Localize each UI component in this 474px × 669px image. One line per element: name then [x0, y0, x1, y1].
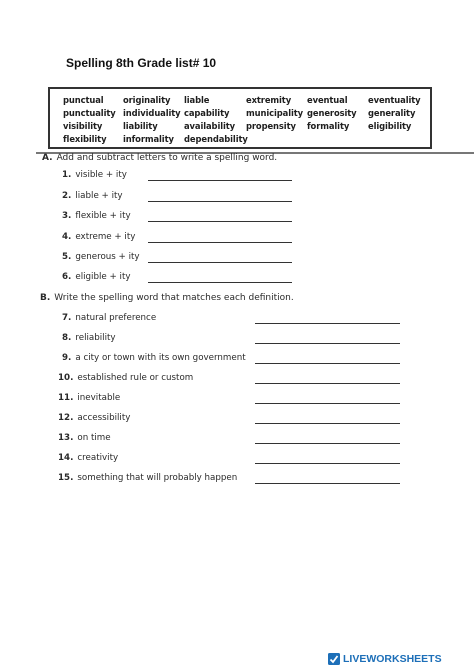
word-bank-item: punctuality	[63, 108, 116, 118]
word-bank-item: generosity	[307, 108, 357, 118]
exercise-label	[58, 473, 237, 483]
answer-field-13[interactable]	[255, 443, 400, 444]
page-title: Spelling 8th Grade list# 10	[66, 56, 217, 70]
exercise-number: 15.	[58, 473, 74, 483]
section-b-text: Write the spelling word that matches each definition.	[54, 293, 294, 303]
word-bank-item: propensity	[246, 121, 296, 131]
exercise-label	[62, 170, 127, 180]
word-bank-item: capability	[184, 108, 230, 118]
exercise-text: reliability	[75, 333, 116, 343]
exercise-text: flexible + ity	[75, 211, 131, 221]
word-bank-item: eventual	[307, 95, 348, 105]
exercise-number: 4.	[62, 232, 72, 242]
exercise-text: on time	[77, 433, 111, 443]
exercise-number: 12.	[58, 413, 74, 423]
exercise-text: liable + ity	[75, 191, 123, 201]
word-bank-item: extremity	[246, 95, 292, 105]
exercise-text: something that will probably happen	[77, 473, 238, 483]
answer-field-6[interactable]	[148, 282, 292, 283]
exercise-label	[62, 313, 156, 323]
answer-field-4[interactable]	[148, 242, 292, 243]
exercise-number: 13.	[58, 433, 74, 443]
exercise-label	[62, 333, 116, 343]
exercise-number: 8.	[62, 333, 72, 343]
word-bank-item: informality	[123, 134, 174, 144]
liveworksheets-logo-icon	[328, 653, 340, 665]
exercise-label	[62, 232, 135, 242]
section-a-text: Add and subtract letters to write a spelling word.	[56, 153, 278, 163]
word-bank-item: eventuality	[368, 95, 421, 105]
section-a-instruction	[42, 153, 277, 163]
answer-field-10[interactable]	[255, 383, 400, 384]
brand	[328, 652, 442, 666]
section-b-instruction	[40, 293, 294, 303]
answer-field-2[interactable]	[148, 201, 292, 202]
exercise-label	[62, 191, 123, 201]
exercise-label	[58, 373, 193, 383]
exercise-text: eligible + ity	[75, 272, 131, 282]
exercise-text: visible + ity	[75, 170, 127, 180]
exercise-text: natural preference	[75, 313, 157, 323]
exercise-number: 6.	[62, 272, 72, 282]
word-bank-item: visibility	[63, 121, 103, 131]
exercise-text: extreme + ity	[75, 232, 136, 242]
exercise-text: inevitable	[77, 393, 121, 403]
exercise-label	[62, 272, 131, 282]
exercise-label	[62, 211, 131, 221]
word-bank-item: liable	[184, 95, 210, 105]
word-bank-item: eligibility	[368, 121, 412, 131]
word-bank-item: generality	[368, 108, 416, 118]
word-bank-item: originality	[123, 95, 171, 105]
exercise-number: 5.	[62, 252, 72, 262]
exercise-text: accessibility	[77, 413, 131, 423]
word-bank-item: availability	[184, 121, 236, 131]
exercise-text: generous + ity	[75, 252, 140, 262]
word-bank-item: municipality	[246, 108, 304, 118]
answer-field-7[interactable]	[255, 323, 400, 324]
exercise-label	[58, 413, 130, 423]
answer-field-14[interactable]	[255, 463, 400, 464]
section-a-letter: A.	[42, 153, 53, 163]
exercise-label	[62, 353, 246, 363]
answer-field-11[interactable]	[255, 403, 400, 404]
word-bank-item: flexibility	[63, 134, 107, 144]
brand-name: LIVEWORKSHEETS	[343, 653, 442, 665]
exercise-number: 14.	[58, 453, 74, 463]
exercise-number: 10.	[58, 373, 74, 383]
section-b-letter: B.	[40, 293, 51, 303]
answer-field-3[interactable]	[148, 221, 292, 222]
word-bank	[48, 87, 432, 149]
word-bank-item: liability	[123, 121, 158, 131]
exercise-number: 7.	[62, 313, 72, 323]
exercise-label	[58, 433, 111, 443]
word-bank-item: dependability	[184, 134, 248, 144]
exercise-text: a city or town with its own government	[75, 353, 246, 363]
answer-field-9[interactable]	[255, 363, 400, 364]
exercise-number: 9.	[62, 353, 72, 363]
answer-field-15[interactable]	[255, 483, 400, 484]
exercise-label	[58, 453, 118, 463]
word-bank-item: punctual	[63, 95, 104, 105]
exercise-text: creativity	[77, 453, 119, 463]
word-bank-item: individuality	[123, 108, 181, 118]
answer-field-12[interactable]	[255, 423, 400, 424]
exercise-label	[58, 393, 120, 403]
answer-field-5[interactable]	[148, 262, 292, 263]
exercise-number: 11.	[58, 393, 74, 403]
answer-field-8[interactable]	[255, 343, 400, 344]
exercise-number: 1.	[62, 170, 72, 180]
exercise-label	[62, 252, 140, 262]
exercise-text: established rule or custom	[77, 373, 194, 383]
answer-field-1[interactable]	[148, 180, 292, 181]
exercise-number: 2.	[62, 191, 72, 201]
word-bank-item: formality	[307, 121, 350, 131]
exercise-number: 3.	[62, 211, 72, 221]
